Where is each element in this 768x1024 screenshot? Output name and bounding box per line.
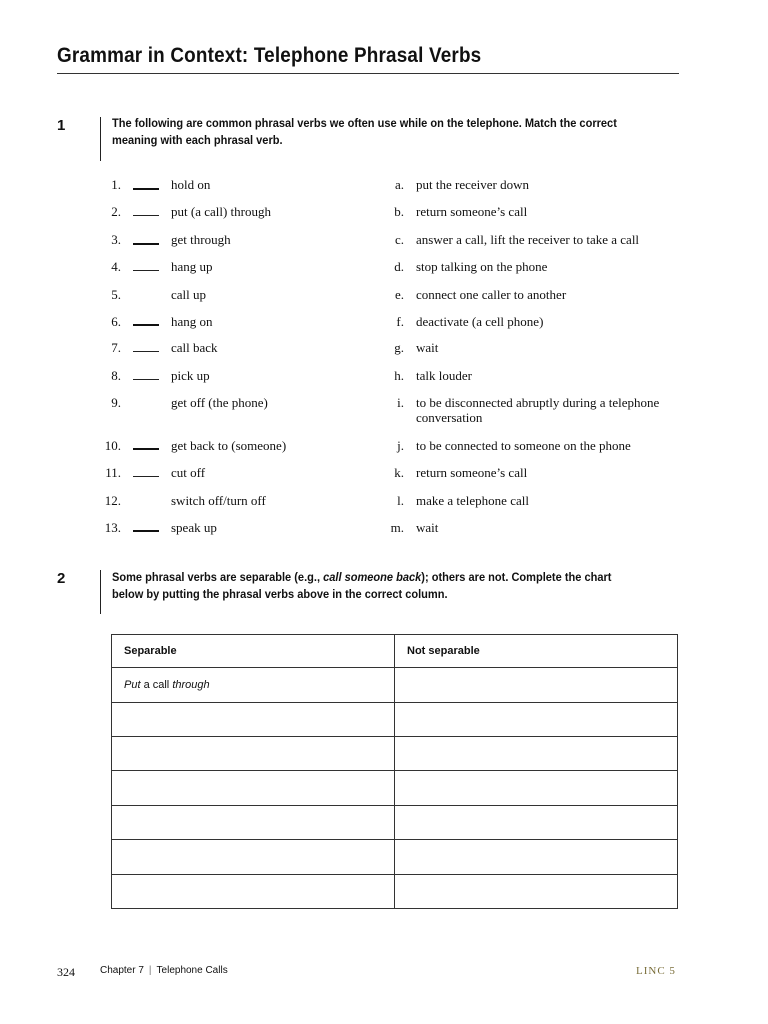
verb-number: 9. [111, 395, 121, 410]
meaning-text: answer a call, lift the receiver to take a call [416, 232, 640, 247]
meaning-letter: i. [397, 395, 404, 410]
verb-text: hang on [171, 314, 213, 329]
page-title: Grammar in Context: Telephone Phrasal Verbs [57, 44, 482, 67]
answer-cell[interactable] [395, 702, 678, 736]
verb-number: 12. [104, 493, 121, 508]
answer-cell[interactable] [395, 874, 678, 908]
series-label: LINC 5 [636, 965, 676, 977]
meaning-text: to be disconnected abruptly during a telephone conversation [416, 395, 660, 425]
answer-cell[interactable] [395, 771, 678, 805]
answer-blank[interactable] [133, 448, 159, 450]
verb-text: put (a call) through [171, 204, 271, 219]
verb-number: 1. [111, 177, 121, 192]
verb-text: cut off [171, 465, 206, 480]
meaning-letter: h. [394, 368, 404, 383]
answer-cell[interactable] [395, 840, 678, 874]
verb-number: 7. [111, 340, 121, 355]
verb-text: hang up [171, 259, 213, 274]
meaning-text: make a telephone call [416, 493, 529, 508]
verb-number: 5. [111, 287, 121, 302]
table-row [112, 737, 678, 771]
answer-blank[interactable] [133, 270, 159, 271]
answer-blank[interactable] [133, 379, 159, 380]
meaning-letter: e. [394, 287, 404, 302]
verb-text: get off (the phone) [171, 395, 268, 410]
answer-blank[interactable] [133, 243, 159, 245]
chapter-title: Telephone Calls [156, 965, 228, 976]
verb-text: call up [171, 287, 207, 302]
verb-text: get back to (someone) [171, 438, 287, 453]
table-row [112, 874, 678, 908]
section-2-bar [100, 570, 101, 614]
example-middle: a call [140, 679, 173, 692]
verb-text: switch off/turn off [171, 493, 266, 508]
meaning-text: stop talking on the phone [416, 259, 548, 274]
answer-cell[interactable] [112, 874, 395, 908]
meaning-letter: l. [397, 493, 404, 508]
footer-separator: | [148, 965, 152, 976]
answer-blank[interactable] [133, 530, 159, 532]
verb-text: speak up [171, 520, 217, 535]
verb-number: 6. [111, 314, 121, 329]
meaning-text: return someone’s call [416, 465, 528, 480]
answer-cell[interactable] [395, 737, 678, 771]
section-2-instructions [112, 569, 627, 603]
meaning-letter: g. [394, 340, 404, 355]
section-1-number: 1 [57, 117, 66, 134]
meaning-letter: j. [397, 438, 404, 453]
example-verb: Put [124, 679, 141, 692]
title-divider [57, 73, 679, 74]
meaning-text: to be connected to someone on the phone [416, 438, 631, 453]
section-1-instructions: The following are common phrasal verbs we often use while on the telephone. Match the correct meaning with each phrasal verb. [112, 116, 617, 147]
meaning-letter: m. [390, 520, 404, 535]
answer-cell[interactable] [112, 805, 395, 839]
meaning-letter: b. [394, 204, 404, 219]
verb-number: 2. [111, 204, 121, 219]
meaning-text: connect one caller to another [416, 287, 567, 302]
meaning-letter: f. [396, 314, 404, 329]
answer-cell[interactable] [395, 668, 678, 702]
table-row [112, 702, 678, 736]
example-particle: through [172, 679, 210, 692]
header-not-separable: Not separable [395, 635, 678, 668]
answer-blank[interactable] [133, 351, 159, 352]
meaning-letter: k. [394, 465, 404, 480]
verb-text: get through [171, 232, 231, 247]
verb-number: 11. [105, 465, 121, 480]
answer-cell[interactable] [112, 737, 395, 771]
section-2-instructions-part2: ); others are not. Complete the chart below by putting the phrasal verbs above in the correct column. [112, 570, 612, 601]
meaning-text: return someone’s call [416, 204, 528, 219]
section-2-instructions-part1: Some phrasal verbs are separable (e.g., [112, 570, 324, 584]
meaning-text: wait [416, 520, 439, 535]
verb-number: 3. [111, 232, 121, 247]
header-separable: Separable [112, 635, 395, 668]
table-row [112, 771, 678, 805]
table-row [112, 668, 678, 702]
meaning-text: talk louder [416, 368, 472, 383]
answer-cell[interactable] [112, 771, 395, 805]
answer-cell[interactable] [112, 702, 395, 736]
answer-cell[interactable] [395, 805, 678, 839]
verb-text: pick up [171, 368, 210, 383]
meaning-letter: c. [394, 232, 404, 247]
table-row [112, 840, 678, 874]
section-2-example: call someone back [323, 570, 422, 584]
page-number: 324 [57, 965, 75, 979]
example-cell [112, 668, 395, 702]
table-header-row [112, 635, 678, 668]
chapter-number: Chapter 7 [100, 965, 144, 976]
chapter-label [100, 965, 228, 976]
verb-text: call back [171, 340, 218, 355]
section-2-number: 2 [57, 570, 66, 587]
verb-number: 8. [111, 368, 121, 383]
meaning-text: put the receiver down [416, 177, 529, 192]
answer-blank[interactable] [133, 476, 159, 477]
phrasal-verb-chart [111, 634, 678, 909]
verb-number: 4. [111, 259, 121, 274]
answer-cell[interactable] [112, 840, 395, 874]
meaning-text: deactivate (a cell phone) [416, 314, 544, 329]
meaning-letter: d. [394, 259, 404, 274]
table-row [112, 805, 678, 839]
answer-blank[interactable] [133, 215, 159, 216]
verb-number: 10. [104, 438, 121, 453]
verb-number: 13. [104, 520, 121, 535]
meaning-text: wait [416, 340, 439, 355]
verb-text: hold on [171, 177, 211, 192]
answer-blank[interactable] [133, 324, 159, 326]
section-1-bar [100, 117, 101, 161]
answer-blank[interactable] [133, 188, 159, 190]
meaning-letter: a. [394, 177, 404, 192]
